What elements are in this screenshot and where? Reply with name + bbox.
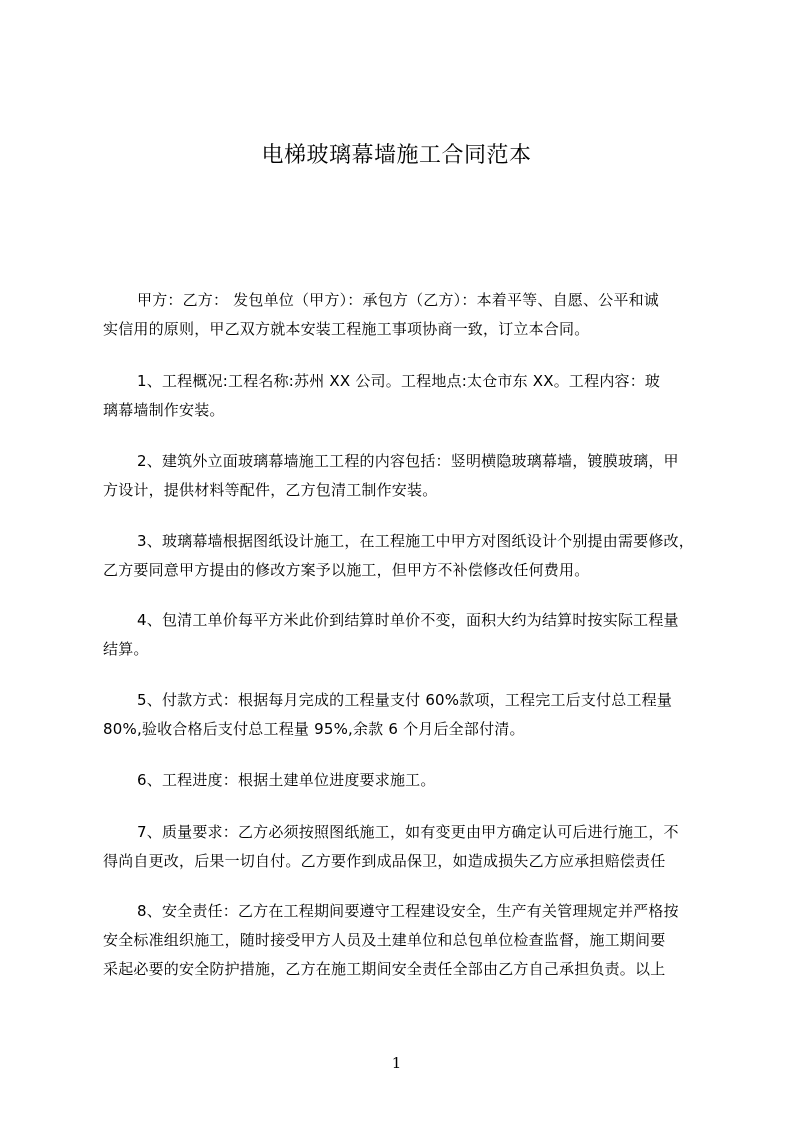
paragraph-intro — [103, 286, 715, 344]
paragraph-line: 实信用的原则，甲乙双方就本安装工程施工事项协商一致，订立本合同。 — [103, 320, 590, 338]
paragraph-line: 甲方：乙方： 发包单位（甲方）：承包方（乙方）：本着平等、自愿、公平和诚 — [137, 291, 659, 309]
paragraph-line: 80%,验收合格后支付总工程量 95%,余款 6 个月后全部付清。 — [103, 720, 525, 738]
clause-5-payment — [103, 686, 715, 744]
paragraph-line: 安全标准组织施工，随时接受甲方人员及土建单位和总包单位检查监督，施工期间要 — [103, 931, 666, 949]
paragraph-line: 方设计，提供材料等配件，乙方包清工制作安装。 — [103, 481, 438, 499]
paragraph-line: 2、建筑外立面玻璃幕墙施工工程的内容包括：竖明横隐玻璃幕墙，镀膜玻璃，甲 — [137, 452, 679, 470]
paragraph-line: 8、安全责任：乙方在工程期间要遵守工程建设安全，生产有关管理规定并严格按 — [137, 902, 679, 920]
clause-3-design-changes — [103, 527, 715, 585]
clause-2-scope — [103, 447, 715, 505]
paragraph-line: 得尚自更改，后果一切自付。乙方要作到成品保卫，如造成损失乙方应承担赔偿责任 — [103, 852, 666, 870]
paragraph-line: 4、包清工单价每平方米此价到结算时单价不变，面积大约为结算时按实际工程量 — [137, 611, 679, 629]
page-number: 1 — [391, 1054, 402, 1072]
clause-1-project-overview — [103, 367, 715, 425]
clause-8-safety — [103, 897, 715, 984]
paragraph-line: 璃幕墙制作安装。 — [103, 401, 225, 419]
paragraph-line: 1、工程概况:工程名称:苏州 XX 公司。工程地点:太仓市东 XX。工程内容：玻 — [137, 372, 661, 390]
document-title: 电梯玻璃幕墙施工合同范本 — [261, 143, 532, 168]
paragraph-line: 7、质量要求：乙方必须按照图纸施工，如有变更由甲方确定认可后进行施工，不 — [137, 823, 679, 841]
paragraph-line: 5、付款方式：根据每月完成的工程量支付 60%款项，工程完工后支付总工程量 — [137, 691, 673, 709]
paragraph-line: 乙方要同意甲方提由的修改方案予以施工，但甲方不补偿修改任何费用。 — [103, 561, 590, 579]
clause-7-quality — [103, 818, 715, 876]
clause-6-schedule — [103, 766, 715, 795]
paragraph-line: 结算。 — [103, 640, 149, 658]
clause-4-unit-price — [103, 606, 715, 664]
paragraph-line: 3、玻璃幕墙根据图纸设计施工，在工程施工中甲方对图纸设计个别提由需要修改， — [137, 532, 694, 550]
paragraph-line: 6、工程进度：根据土建单位进度要求施工。 — [137, 771, 436, 789]
paragraph-line: 采起必要的安全防护措施，乙方在施工期间安全责任全部由乙方自己承担负责。以上 — [103, 960, 666, 978]
